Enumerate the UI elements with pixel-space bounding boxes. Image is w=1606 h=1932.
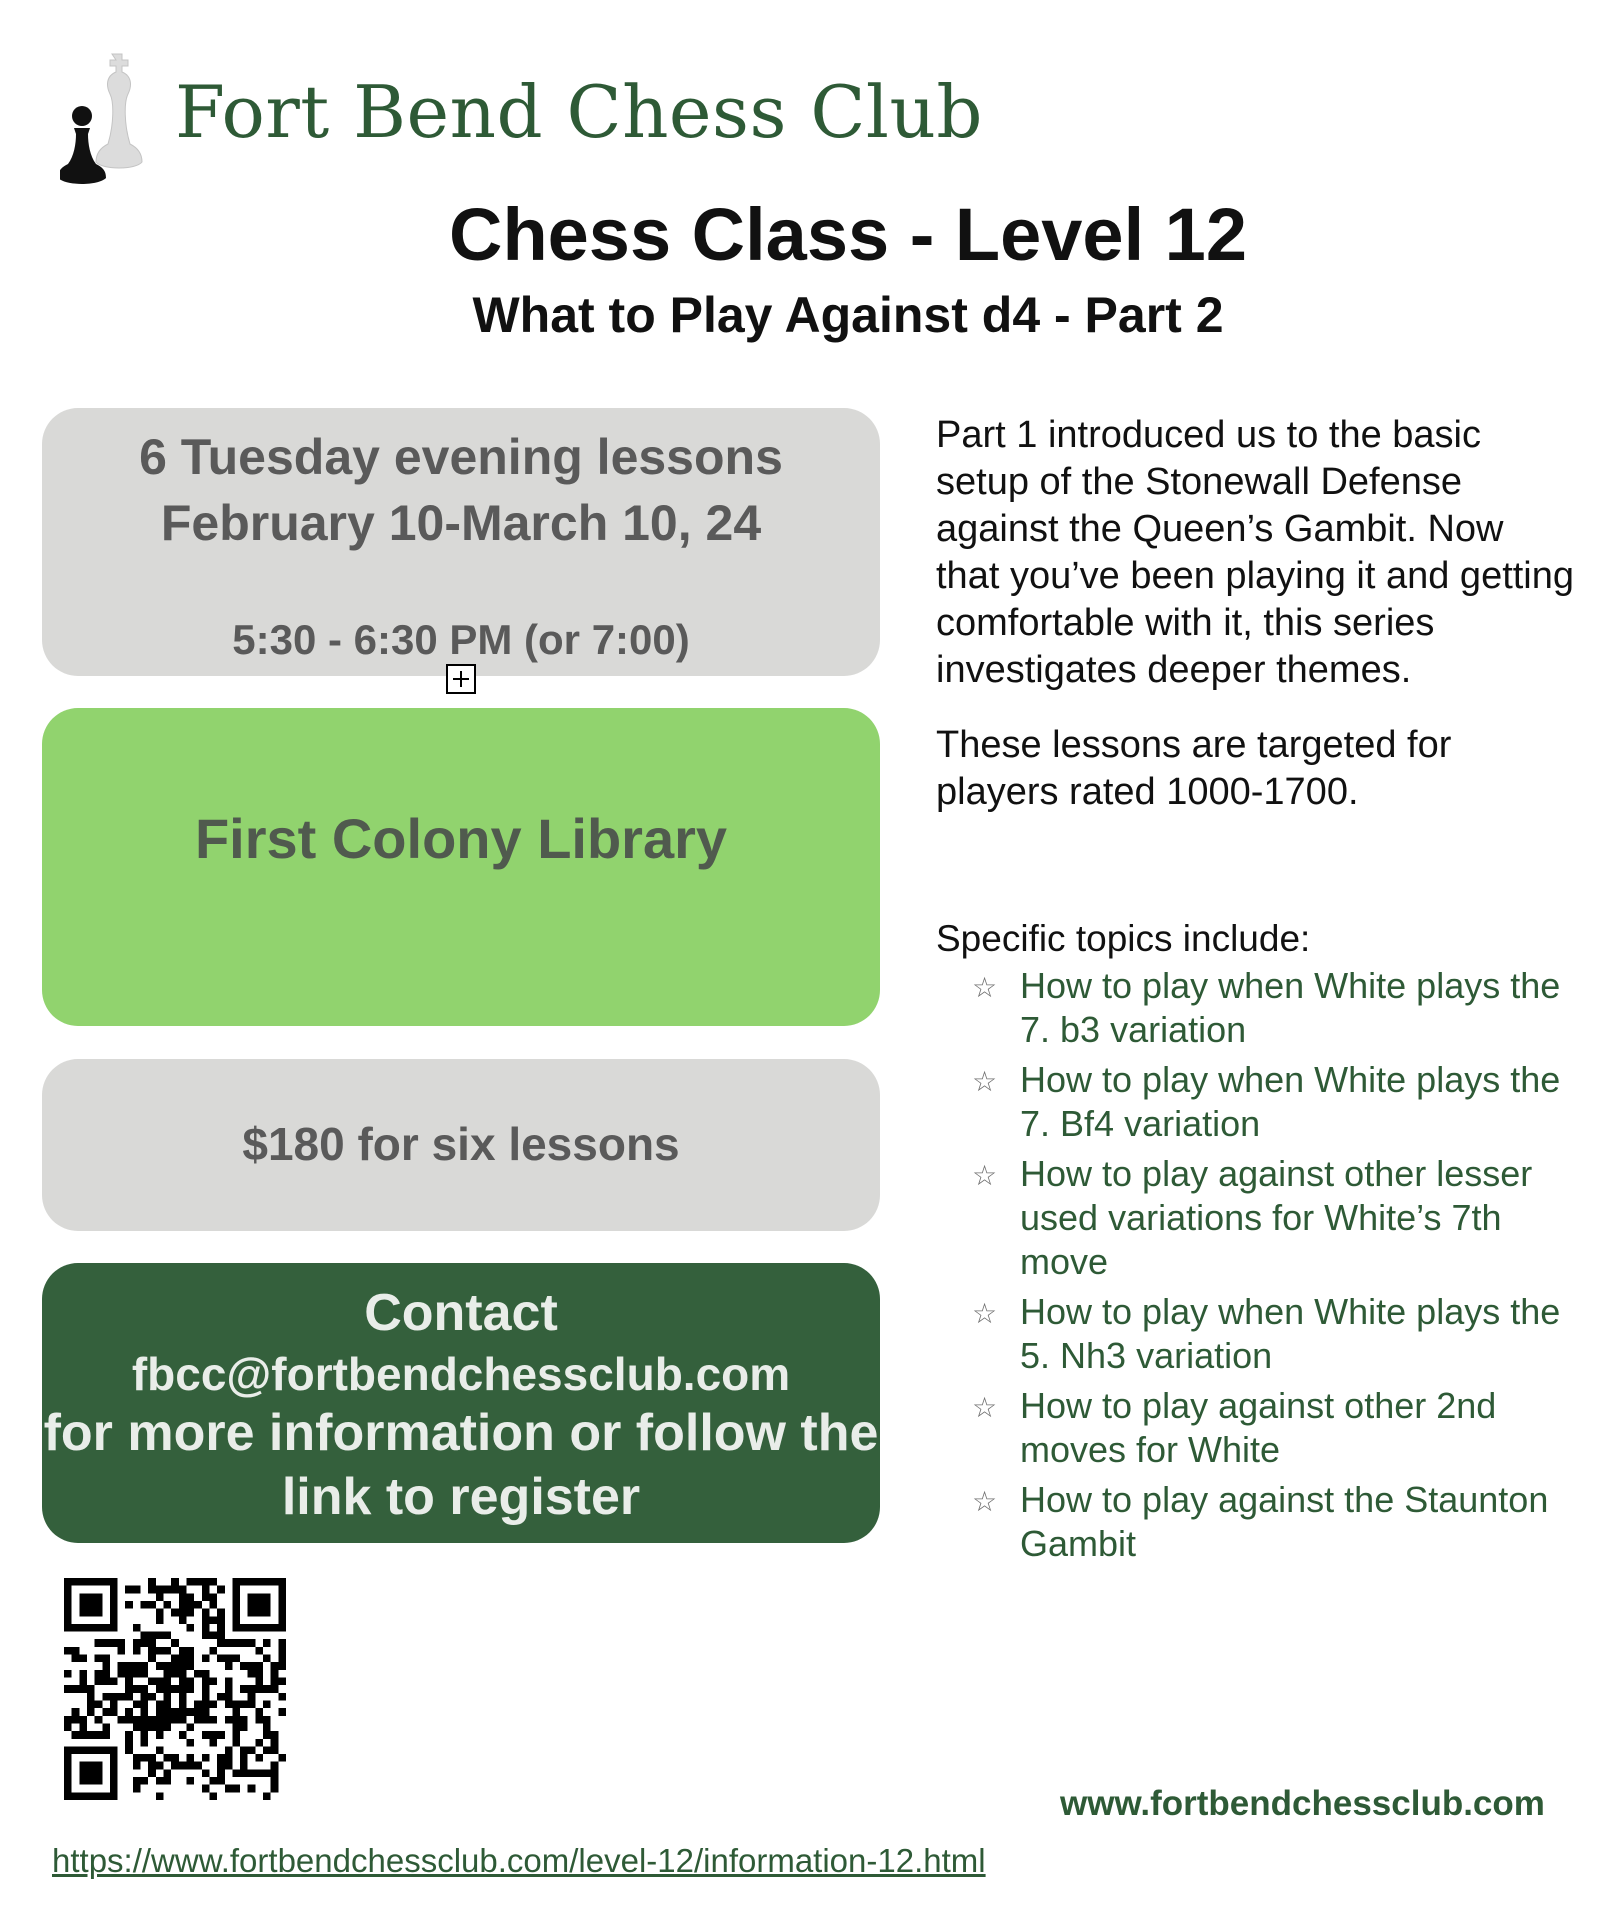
website-label[interactable]: www.fortbendchessclub.com bbox=[1060, 1784, 1545, 1823]
intro-paragraph-1: Part 1 introduced us to the basic setup of the Stonewall Defense against the Queen’s Gambit. Now that you’ve been playing it and getting comfortable with it, this series investigates deeper themes. bbox=[936, 414, 1575, 691]
list-item: ☆ How to play against the Staunton Gambit bbox=[972, 1479, 1549, 1564]
contact-line-3: for more information or follow the bbox=[43, 1404, 879, 1462]
club-logo bbox=[60, 50, 983, 190]
list-item: ☆ How to play against other lesser used variations for White’s 7th move bbox=[972, 1153, 1533, 1282]
location-card bbox=[42, 708, 880, 1026]
schedule-dates: February 10-March 10, 24 bbox=[160, 495, 762, 551]
list-item: ☆ How to play when White plays the 7. Bf4 variation bbox=[972, 1059, 1561, 1144]
contact-card bbox=[42, 1263, 880, 1543]
topics-list bbox=[972, 964, 1592, 1572]
star-icon: ☆ bbox=[972, 1066, 998, 1097]
page-title: Chess Class - Level 12 bbox=[449, 193, 1247, 276]
location-label: First Colony Library bbox=[194, 807, 728, 870]
qr-code-icon[interactable] bbox=[64, 1578, 286, 1800]
chess-pieces-icon bbox=[60, 50, 170, 190]
schedule-time: 5:30 - 6:30 PM (or 7:00) bbox=[232, 616, 690, 663]
price-card bbox=[42, 1059, 880, 1231]
list-item: ☆ How to play when White plays the 7. b3 variation bbox=[972, 965, 1561, 1050]
star-icon: ☆ bbox=[972, 1392, 998, 1423]
star-icon: ☆ bbox=[972, 972, 998, 1003]
price-label: $180 for six lessons bbox=[242, 1118, 680, 1170]
intro-text bbox=[936, 412, 1576, 844]
star-icon: ☆ bbox=[972, 1298, 998, 1329]
logo-wordmark: Fort Bend Chess Club bbox=[175, 70, 983, 154]
schedule-card bbox=[42, 408, 880, 676]
intro-paragraph-2: These lessons are targeted for players rated 1000-1700. bbox=[936, 724, 1452, 813]
page-subtitle: What to Play Against d4 - Part 2 bbox=[472, 287, 1224, 343]
list-item: ☆ How to play against other 2nd moves for White bbox=[972, 1385, 1497, 1470]
register-link[interactable]: https://www.fortbendchessclub.com/level-12/information-12.html bbox=[52, 1842, 986, 1879]
contact-email[interactable]: fbcc@fortbendchessclub.com bbox=[131, 1348, 791, 1400]
expand-anchor-icon[interactable] bbox=[446, 664, 476, 694]
schedule-lessons: 6 Tuesday evening lessons bbox=[139, 429, 783, 485]
star-icon: ☆ bbox=[972, 1160, 998, 1191]
contact-line-4: link to register bbox=[281, 1468, 641, 1526]
topics-heading: Specific topics include: bbox=[936, 918, 1311, 959]
star-icon: ☆ bbox=[972, 1486, 998, 1517]
list-item: ☆ How to play when White plays the 5. Nh3 variation bbox=[972, 1291, 1561, 1376]
contact-heading: Contact bbox=[364, 1284, 558, 1342]
